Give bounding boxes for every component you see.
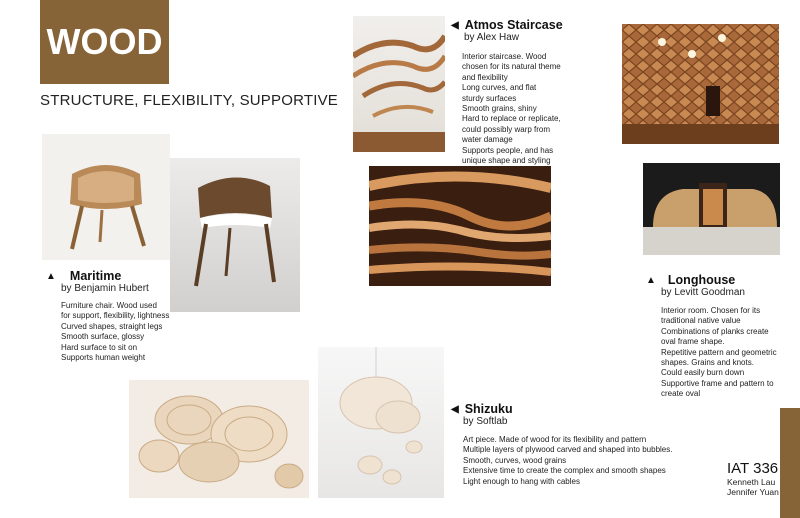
brand-accent-bar [780, 408, 800, 518]
maritime-heading [46, 269, 121, 283]
shizuku-heading [451, 402, 513, 416]
shizuku-hanging-photo [318, 347, 444, 498]
triangle-marker-icon: ▲ [46, 270, 56, 282]
triangle-marker-icon: ▲ [646, 274, 656, 286]
atmos-author: by Alex Haw [464, 32, 520, 43]
shizuku-author: by Softlab [463, 416, 508, 427]
shizuku-title: Shizuku [464, 402, 513, 416]
maritime-title: Maritime [69, 269, 122, 283]
shizuku-closeup-photo [129, 380, 309, 498]
title-block [40, 0, 169, 84]
page-title: WOOD [46, 21, 163, 62]
author-names [727, 477, 779, 497]
course-code: IAT 336 [727, 460, 779, 477]
longhouse-title: Longhouse [667, 273, 736, 287]
longhouse-interior-photo [622, 24, 779, 144]
author-name: Jennifer Yuan [727, 487, 779, 497]
maritime-chair-photo-front [42, 134, 170, 260]
atmos-title: Atmos Staircase [464, 18, 563, 32]
atmos-description: Interior staircase. Wood chosen for its natural theme and flexibility Long curves, and flat sturdy surfaces Smooth grains, shiny Hard to replace or replicate, could possibly warp from water damage Supports people, and has unique shape and styling [462, 52, 561, 166]
author-name: Kenneth Lau [727, 477, 776, 487]
atmos-heading [451, 18, 563, 32]
maritime-description: Furniture chair. Wood used for support, flexibility, lightness Curved shapes, straight legs Smooth surface, glossy Hard surface to sit on Supports human weight [61, 301, 170, 363]
page-subtitle: STRUCTURE, FLEXIBILITY, SUPPORTIVE [40, 92, 338, 109]
longhouse-description: Interior room. Chosen for its traditional native value Combinations of planks create oval frame shape. Repetitive pattern and geometric shapes. Grains and knots. Could easily burn down Supportive frame and pattern to create oval [661, 306, 777, 399]
triangle-left-icon: ◀ [451, 19, 459, 31]
maritime-author: by Benjamin Hubert [61, 283, 149, 294]
maritime-chair-photo-side [170, 158, 300, 312]
triangle-left-icon: ◀ [451, 403, 459, 415]
longhouse-heading [646, 273, 735, 287]
longhouse-exterior-photo [643, 163, 780, 255]
atmos-staircase-closeup-photo [369, 166, 551, 286]
longhouse-author: by Levitt Goodman [661, 287, 745, 298]
shizuku-description: Art piece. Made of wood for its flexibility and pattern Multiple layers of plywood carved and shaped into bubbles. Smooth, curves, wood grains Extensive time to create the complex and smooth shapes Light enough to hang with cables [463, 435, 673, 486]
atmos-staircase-photo [353, 16, 445, 152]
